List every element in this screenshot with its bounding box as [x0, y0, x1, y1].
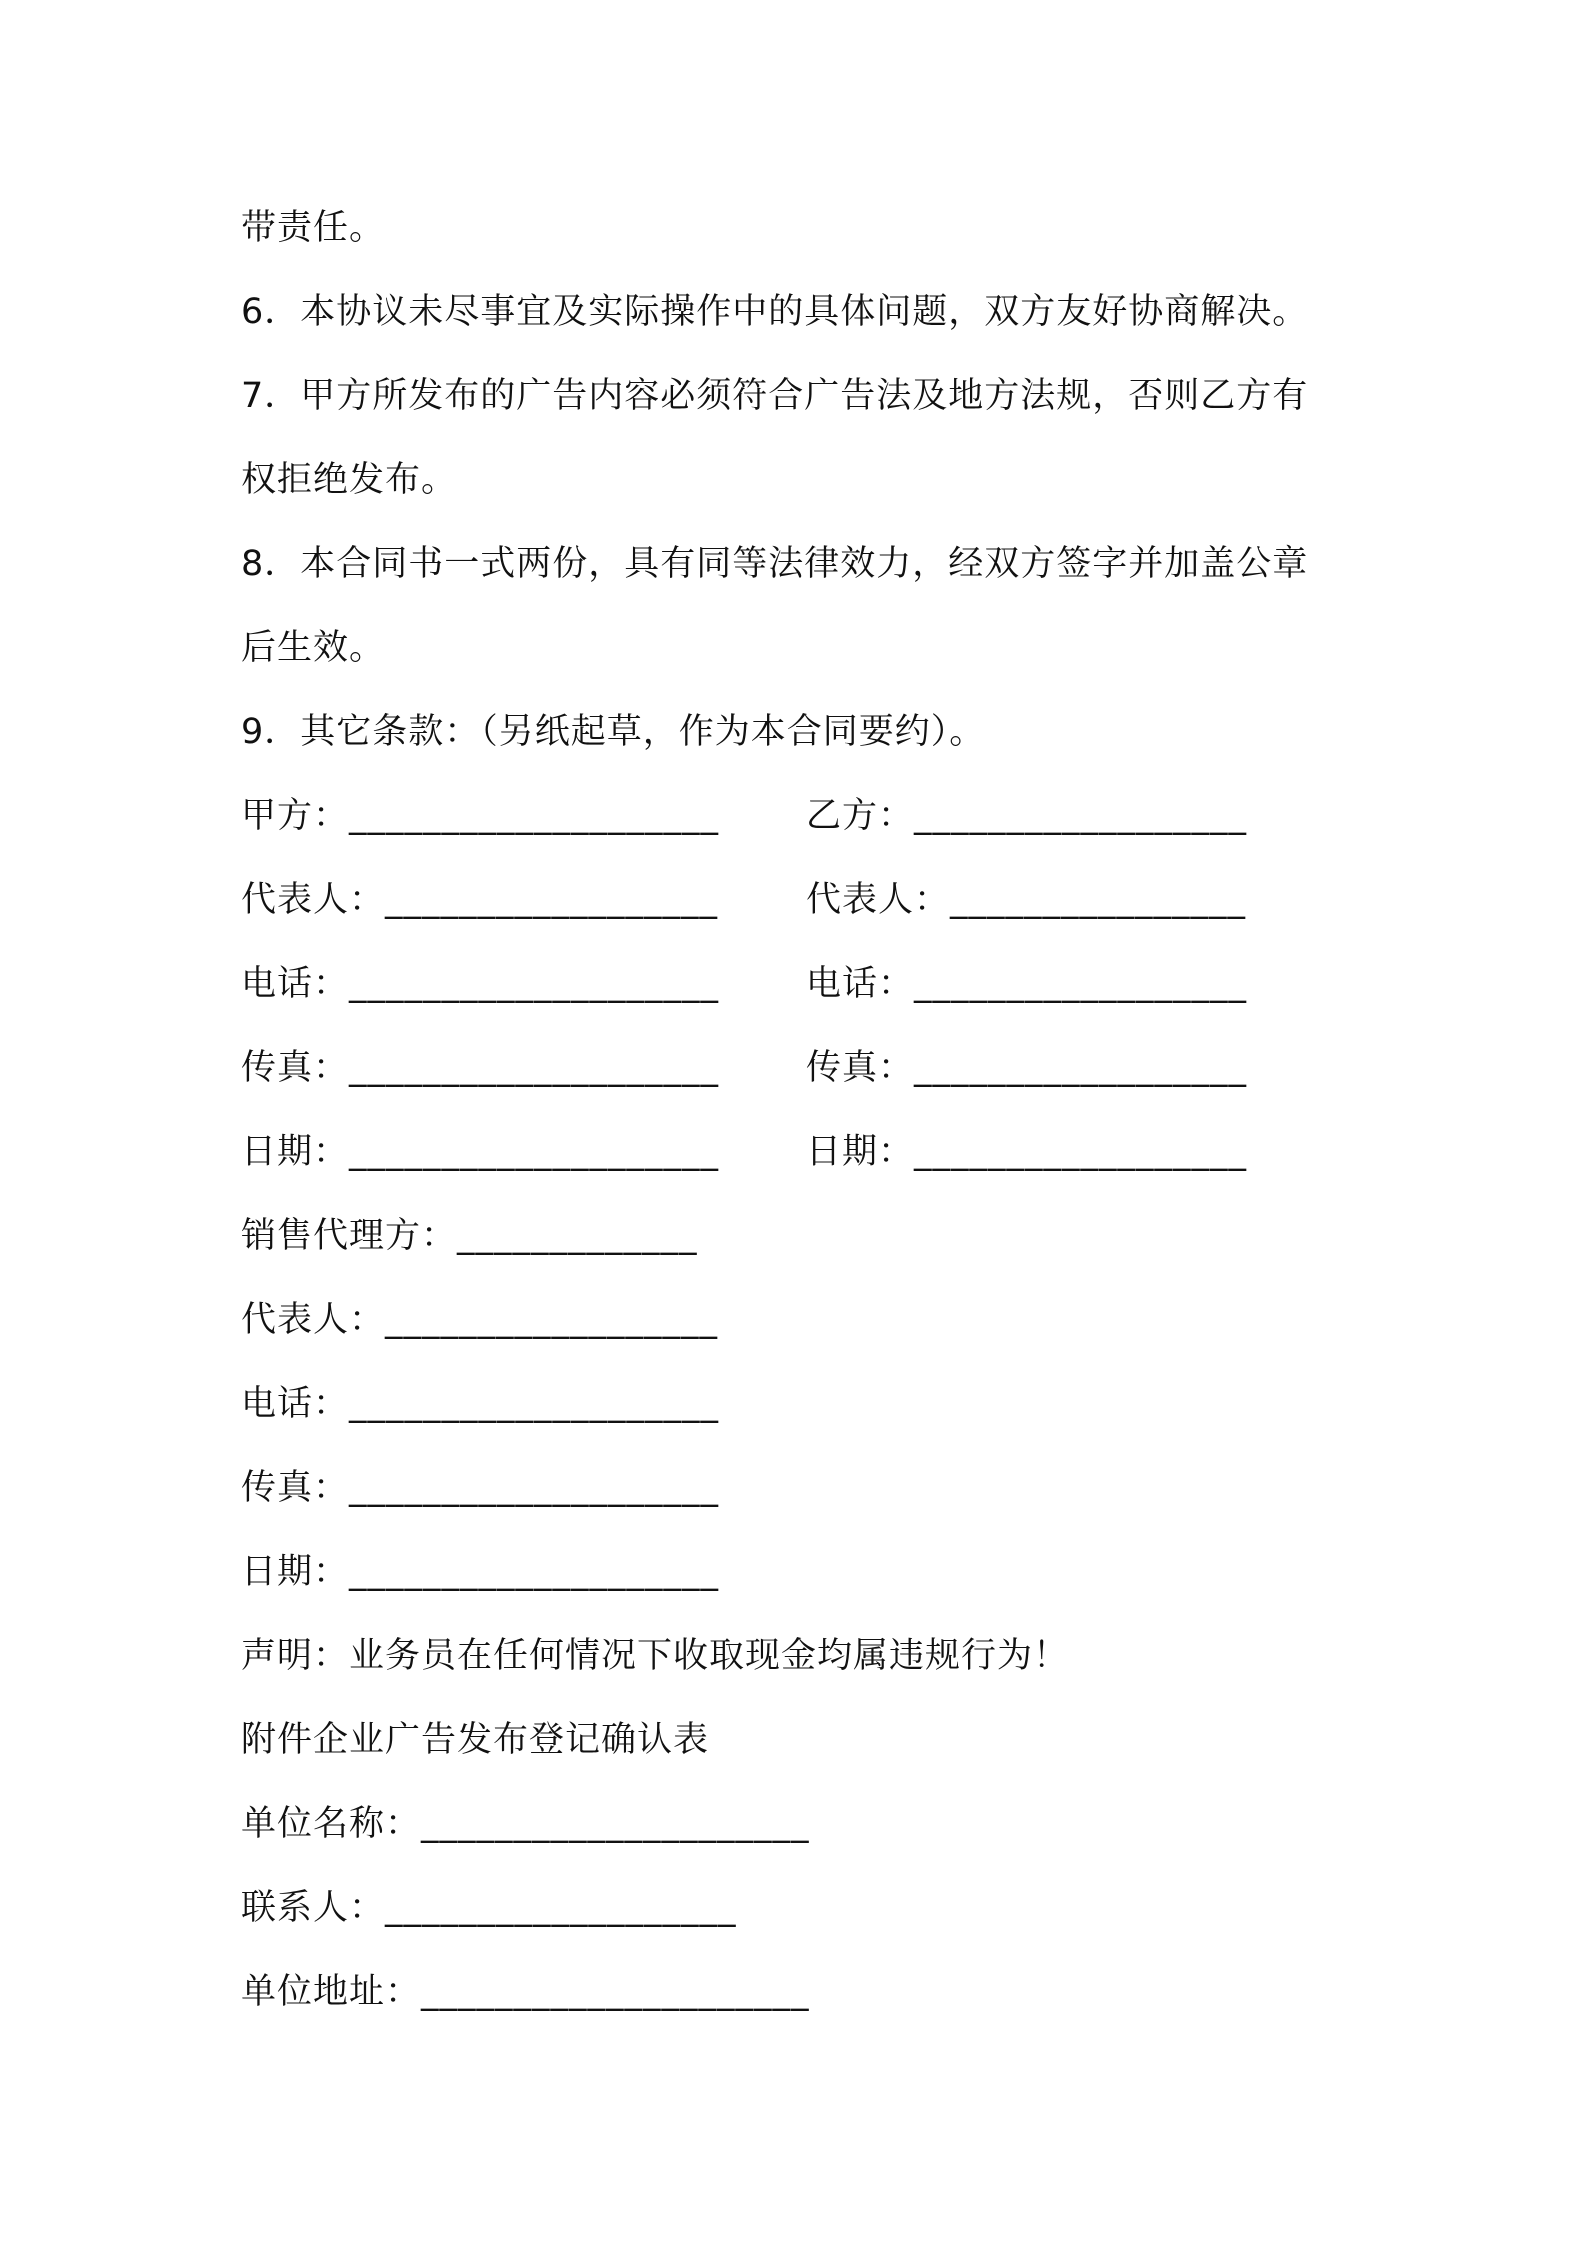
- sales-agent-fax-field: 传真：____________________: [241, 1468, 720, 1508]
- company-name-field: 单位名称：_____________________: [241, 1804, 810, 1844]
- clause-9: 9．其它条款：（另纸起草，作为本合同要约）。: [241, 712, 986, 752]
- party-b-phone-field: 电话：__________________: [806, 964, 1248, 1004]
- sales-agent-phone-field: 电话：____________________: [241, 1384, 720, 1424]
- paragraph-continuation: 带责任。: [241, 208, 386, 248]
- sales-agent-date-field: 日期：____________________: [241, 1552, 720, 1592]
- statement: 声明：业务员在任何情况下收取现金均属违规行为！: [241, 1636, 1070, 1676]
- clause-8-continuation: 后生效。: [241, 628, 386, 668]
- clause-7-continuation: 权拒绝发布。: [241, 460, 458, 500]
- party-b-date-field: 日期：__________________: [806, 1132, 1248, 1172]
- party-b-representative-field: 代表人：________________: [806, 880, 1247, 920]
- clause-6: 6．本协议未尽事宜及实际操作中的具体问题，双方友好协商解决。: [241, 292, 1309, 332]
- party-a-representative-field: 代表人：__________________: [241, 880, 719, 920]
- party-a-phone-field: 电话：____________________: [241, 964, 720, 1004]
- sales-agent-field: 销售代理方：_____________: [241, 1216, 698, 1256]
- company-address-field: 单位地址：_____________________: [241, 1972, 810, 2012]
- clause-7: 7．甲方所发布的广告内容必须符合广告法及地方法规，否则乙方有: [241, 376, 1309, 416]
- party-b-name-field: 乙方：__________________: [806, 796, 1248, 836]
- party-a-fax-field: 传真：____________________: [241, 1048, 720, 1088]
- contact-person-field: 联系人：___________________: [241, 1888, 737, 1928]
- attachment-title: 附件企业广告发布登记确认表: [241, 1720, 710, 1760]
- sales-agent-representative-field: 代表人：__________________: [241, 1300, 719, 1340]
- clause-8: 8．本合同书一式两份，具有同等法律效力，经双方签字并加盖公章: [241, 544, 1309, 584]
- party-a-name-field: 甲方：____________________: [241, 796, 720, 836]
- party-b-fax-field: 传真：__________________: [806, 1048, 1248, 1088]
- party-a-date-field: 日期：____________________: [241, 1132, 720, 1172]
